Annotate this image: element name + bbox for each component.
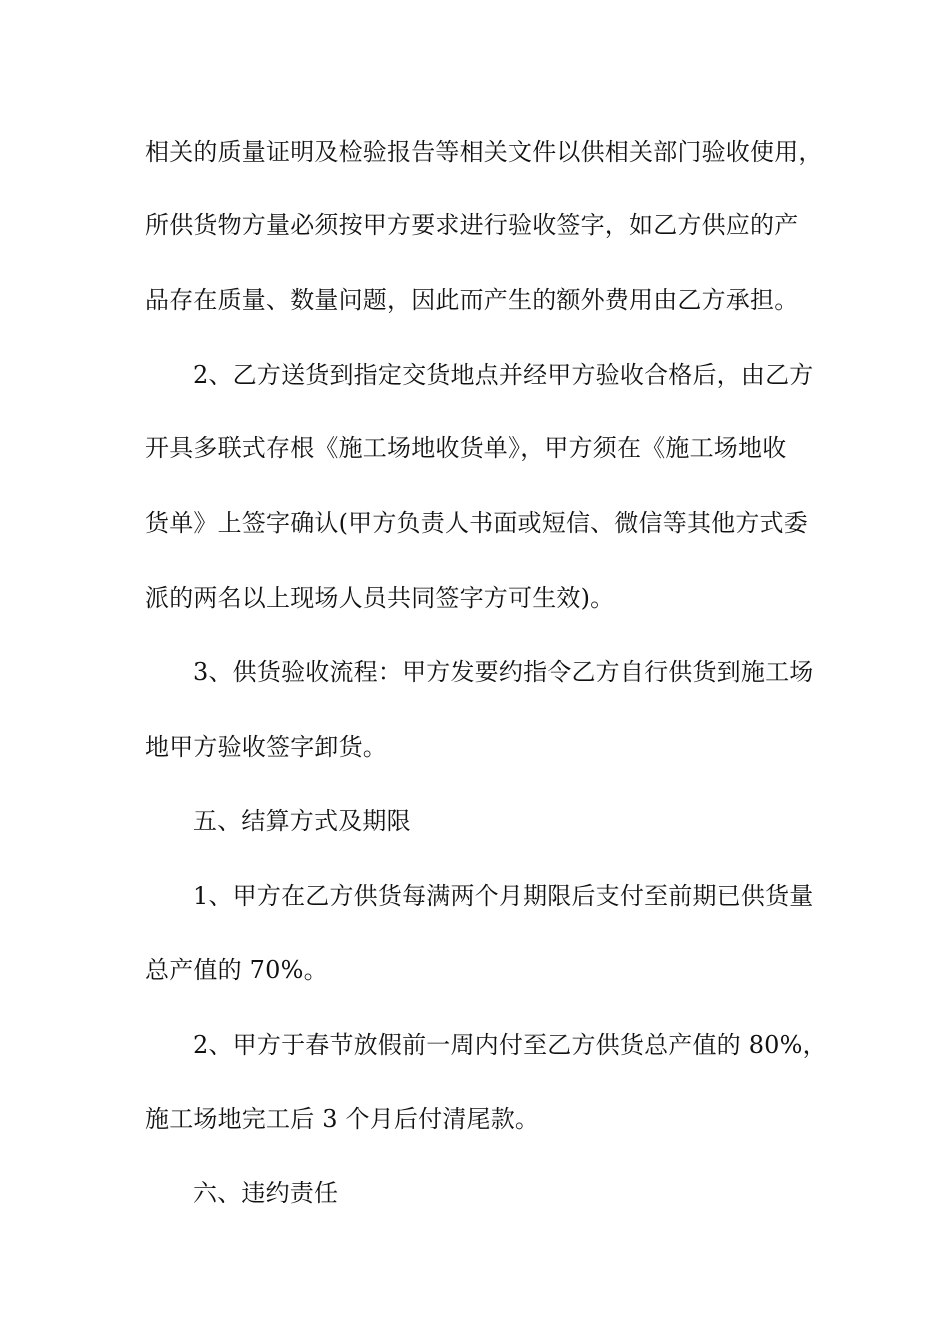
text-line: 地甲方验收签字卸货。 [145, 733, 387, 761]
section-heading: 五、结算方式及期限 [193, 807, 411, 835]
paragraph-start: 3、供货验收流程：甲方发要约指令乙方自行供货到施工场 [193, 658, 814, 686]
text-line: 货单》上签字确认(甲方负责人书面或短信、微信等其他方式委 [145, 509, 808, 537]
text-line: 派的两名以上现场人员共同签字方可生效)。 [145, 584, 615, 612]
paragraph-start: 2、甲方于春节放假前一周内付至乙方供货总产值的 80%， [193, 1031, 827, 1059]
text-line: 相关的质量证明及检验报告等相关文件以供相关部门验收使用， [145, 138, 823, 166]
text-line: 开具多联式存根《施工场地收货单》，甲方须在《施工场地收 [145, 434, 787, 462]
text-line: 总产值的 70%。 [145, 956, 328, 984]
section-heading: 六、违约责任 [193, 1179, 339, 1207]
paragraph-start: 2、乙方送货到指定交货地点并经甲方验收合格后，由乙方 [193, 361, 814, 389]
text-line: 所供货物方量必须按甲方要求进行验收签字，如乙方供应的产 [145, 211, 799, 239]
text-line: 品存在质量、数量问题，因此而产生的额外费用由乙方承担。 [145, 286, 799, 314]
paragraph-start: 1、甲方在乙方供货每满两个月期限后支付至前期已供货量 [193, 882, 814, 910]
text-line: 施工场地完工后 3 个月后付清尾款。 [145, 1105, 540, 1133]
